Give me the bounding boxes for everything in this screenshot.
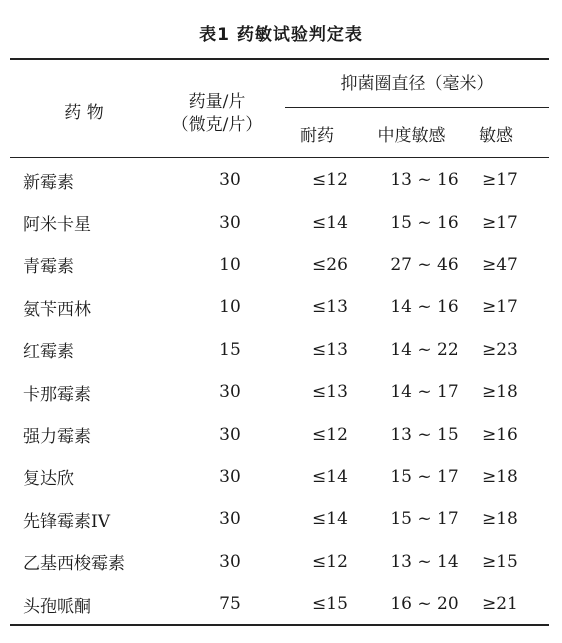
table-row — [10, 498, 562, 540]
dose-cell: 30 — [219, 551, 241, 572]
sensitive-cell: ≥17 — [482, 212, 518, 233]
table-row — [10, 371, 562, 413]
sensitive-cell: ≥23 — [482, 339, 518, 360]
table-title: 表1 药敏试验判定表 — [199, 25, 363, 45]
table-row — [10, 329, 562, 371]
resistant-cell: ≤15 — [312, 594, 348, 615]
sensitive-cell: ≥18 — [482, 382, 518, 403]
resistant-cell: ≤14 — [312, 466, 348, 487]
table-row — [10, 159, 562, 201]
drug-cell: 卡那霉素 — [23, 384, 91, 405]
table-row — [10, 244, 562, 286]
intermediate-cell: 14 ~ 16 — [390, 297, 459, 318]
header-intermediate: 中度敏感 — [377, 126, 446, 146]
drug-cell: 青霉素 — [23, 257, 74, 278]
resistant-cell: ≤13 — [312, 339, 348, 360]
table-row — [10, 456, 562, 498]
intermediate-cell: 16 ~ 20 — [390, 594, 459, 615]
header-subrule — [285, 107, 549, 108]
table-row — [10, 286, 562, 328]
header-bottom-rule — [10, 157, 549, 158]
dose-cell: 30 — [219, 170, 241, 191]
dose-cell: 30 — [219, 424, 241, 445]
dose-cell: 75 — [219, 594, 241, 615]
drug-cell: 先锋霉素IV — [23, 511, 110, 532]
resistant-cell: ≤13 — [312, 382, 348, 403]
drug-cell: 红霉素 — [23, 342, 74, 363]
intermediate-cell: 15 ~ 16 — [390, 212, 459, 233]
resistant-cell: ≤12 — [312, 170, 348, 191]
dose-cell: 30 — [219, 212, 241, 233]
dose-cell: 10 — [219, 254, 241, 275]
dose-cell: 30 — [219, 509, 241, 530]
resistant-cell: ≤12 — [312, 551, 348, 572]
sensitive-cell: ≥16 — [482, 424, 518, 445]
intermediate-cell: 15 ~ 17 — [390, 509, 459, 530]
sensitive-cell: ≥17 — [482, 297, 518, 318]
resistant-cell: ≤13 — [312, 297, 348, 318]
header-sensitive: 敏感 — [479, 126, 513, 146]
table-row — [10, 413, 562, 455]
header-dose-line1: 药量/片 — [188, 92, 246, 112]
intermediate-cell: 14 ~ 22 — [390, 339, 459, 360]
drug-cell: 新霉素 — [23, 172, 74, 193]
sensitive-cell: ≥18 — [482, 466, 518, 487]
drug-cell: 复达欣 — [23, 469, 74, 490]
resistant-cell: ≤14 — [312, 509, 348, 530]
intermediate-cell: 13 ~ 16 — [390, 170, 459, 191]
header-dose-line2: （微克/片） — [171, 115, 263, 135]
intermediate-cell: 15 ~ 17 — [390, 466, 459, 487]
table-body — [10, 159, 562, 625]
dose-cell: 15 — [219, 339, 241, 360]
bottom-rule — [10, 624, 549, 626]
drug-cell: 头孢哌酮 — [23, 596, 91, 617]
sensitive-cell: ≥15 — [482, 551, 518, 572]
dose-cell: 30 — [219, 466, 241, 487]
table-row — [10, 541, 562, 583]
sensitive-cell: ≥47 — [482, 254, 518, 275]
drug-cell: 强力霉素 — [23, 427, 91, 448]
sensitive-cell: ≥18 — [482, 509, 518, 530]
drug-cell: 乙基西梭霉素 — [23, 554, 125, 575]
drug-cell: 氨苄西林 — [23, 299, 91, 320]
resistant-cell: ≤14 — [312, 212, 348, 233]
sensitive-cell: ≥21 — [482, 594, 518, 615]
header-resistant: 耐药 — [300, 126, 334, 146]
intermediate-cell: 14 ~ 17 — [390, 382, 459, 403]
intermediate-cell: 13 ~ 14 — [390, 551, 459, 572]
resistant-cell: ≤26 — [312, 254, 348, 275]
resistant-cell: ≤12 — [312, 424, 348, 445]
dose-cell: 10 — [219, 297, 241, 318]
intermediate-cell: 13 ~ 15 — [390, 424, 459, 445]
table-row — [10, 201, 562, 243]
sensitive-cell: ≥17 — [482, 170, 518, 191]
dose-cell: 30 — [219, 382, 241, 403]
header-drug: 药 物 — [64, 103, 104, 123]
drug-cell: 阿米卡星 — [23, 215, 91, 236]
table-row — [10, 583, 562, 625]
top-rule — [10, 58, 549, 60]
header-zone-diameter: 抑菌圈直径（毫米） — [340, 74, 494, 94]
intermediate-cell: 27 ~ 46 — [390, 254, 459, 275]
data-table — [10, 159, 562, 625]
